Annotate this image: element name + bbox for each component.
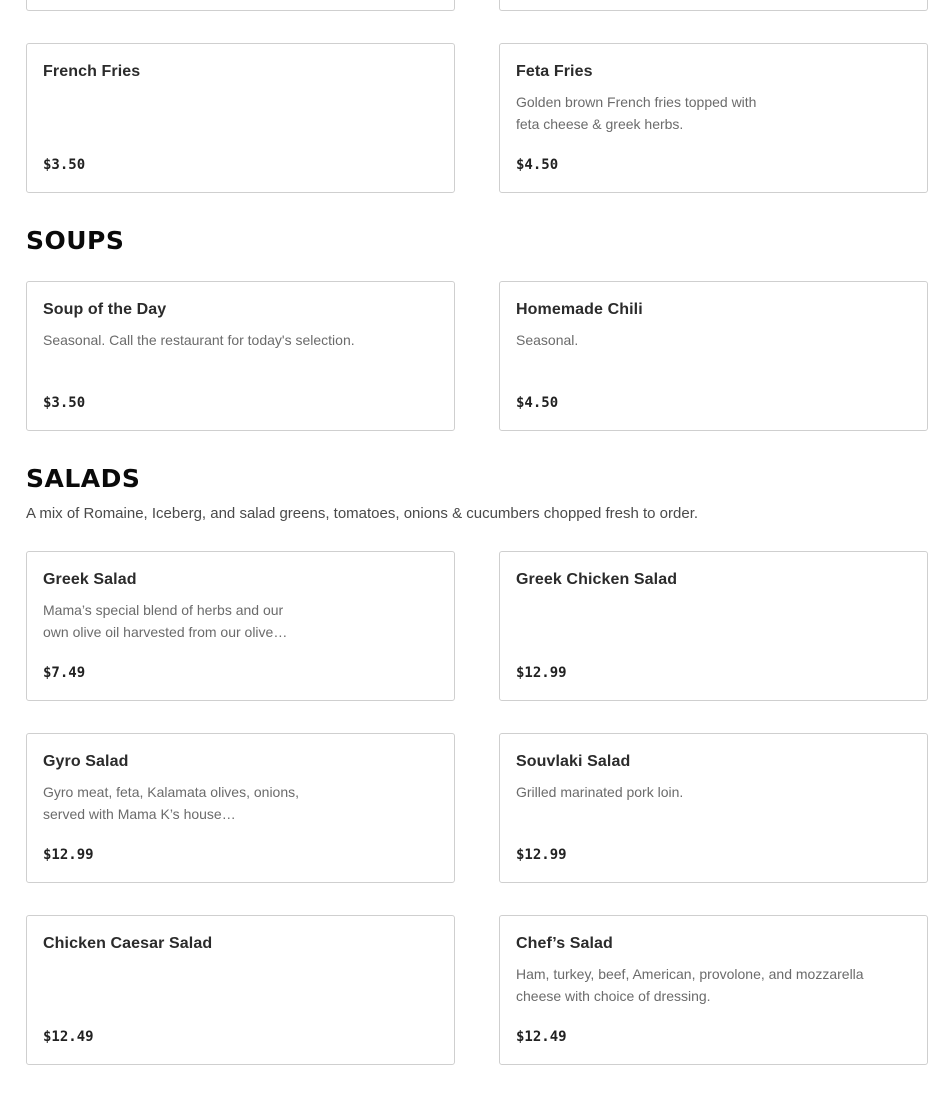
item-price: $3.50: [43, 157, 86, 173]
menu-item-card[interactable]: [26, 281, 455, 431]
item-price: $12.99: [516, 847, 567, 863]
menu-item-card[interactable]: [499, 551, 928, 701]
item-description: Golden brown French fries topped with feta cheese & greek herbs.: [516, 94, 757, 132]
item-name: Chef’s Salad: [516, 935, 613, 952]
menu-item-card[interactable]: [499, 733, 928, 883]
menu-item-card-partial[interactable]: [26, 0, 455, 11]
menu-item-card[interactable]: [499, 915, 928, 1065]
menu-item-card-partial[interactable]: [499, 0, 928, 11]
item-price: $12.49: [516, 1029, 567, 1045]
item-price: $12.49: [43, 1029, 94, 1045]
item-name: Feta Fries: [516, 63, 593, 80]
menu-item-card[interactable]: [499, 281, 928, 431]
item-name: Greek Chicken Salad: [516, 571, 678, 588]
menu-item-card[interactable]: [26, 733, 455, 883]
item-description: Seasonal.: [516, 332, 579, 348]
item-description: Mama’s special blend of herbs and our own olive oil harvested from our olive…: [43, 602, 288, 640]
item-name: Chicken Caesar Salad: [43, 935, 213, 952]
menu-item-card[interactable]: [26, 915, 455, 1065]
section-description: A mix of Romaine, Iceberg, and salad greens, tomatoes, onions & cucumbers chopped fresh to order.: [26, 505, 699, 522]
item-description: Grilled marinated pork loin.: [516, 784, 684, 800]
item-price: $3.50: [43, 395, 86, 411]
item-price: $7.49: [43, 665, 86, 681]
menu-item-card[interactable]: [26, 551, 455, 701]
item-name: Soup of the Day: [43, 301, 167, 318]
menu-item-card[interactable]: [26, 43, 455, 193]
item-description: Gyro meat, feta, Kalamata olives, onions, served with Mama K’s house…: [43, 784, 300, 822]
item-name: Gyro Salad: [43, 753, 129, 770]
item-description: Ham, turkey, beef, American, provolone, and mozzarella cheese with choice of dressing.: [516, 966, 864, 1004]
item-price: $4.50: [516, 395, 559, 411]
item-name: French Fries: [43, 63, 141, 80]
item-price: $12.99: [43, 847, 94, 863]
item-name: Greek Salad: [43, 571, 137, 588]
item-price: $4.50: [516, 157, 559, 173]
item-description: Seasonal. Call the restaurant for today's selection.: [43, 332, 355, 348]
menu-item-card[interactable]: [499, 43, 928, 193]
item-price: $12.99: [516, 665, 567, 681]
section-title-salads: SALADS: [26, 464, 141, 493]
item-name: Homemade Chili: [516, 301, 643, 318]
section-title-soups: SOUPS: [26, 226, 125, 255]
item-name: Souvlaki Salad: [516, 753, 631, 770]
